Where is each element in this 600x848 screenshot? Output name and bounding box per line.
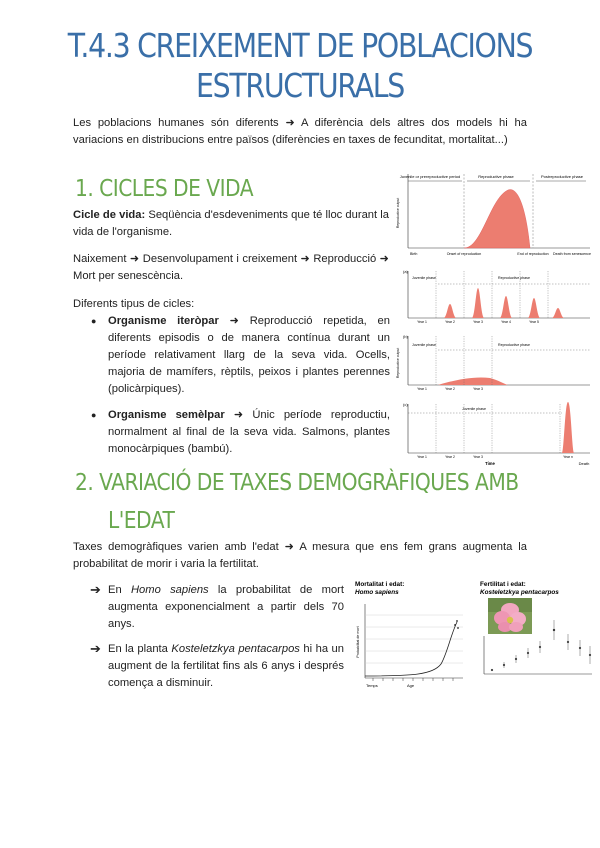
onset-label: Onset of reproduction (446, 252, 482, 256)
fertility-item (108, 641, 344, 692)
panel-c-death: Death (578, 461, 590, 466)
senescence-label: Death from senescence (553, 252, 591, 256)
mortality-title: Mortalitat i edat: (355, 581, 405, 588)
panel-a-juvenile: Juvenile phase (412, 276, 436, 280)
mortality-point (456, 620, 458, 622)
panel-b-continuous-output (438, 377, 508, 385)
fertility-point (527, 652, 529, 654)
iteroparous-term: Organisme iteròpar (108, 315, 219, 327)
iteroparous-item (108, 313, 390, 398)
mortality-xlabel-start: Temps (366, 683, 378, 688)
panel-a-tag: (a) (403, 269, 408, 274)
panel-b-year: Year 3 (473, 387, 483, 391)
fertility-title: Fertilitat i edat: (480, 581, 526, 588)
bullet-dot: ● (91, 410, 97, 420)
panel-a-year: Year 3 (473, 320, 483, 324)
panel-a-peak-2 (472, 288, 484, 318)
iteroparous-panel-b (396, 334, 590, 391)
semelparous-def: ➜ Únic període reproductiu, normalment al final de la seva vida. Salmons, plantes monocàrpiques (bambú). (108, 409, 390, 455)
b2-species: Kosteletzkya pentacarpos (171, 643, 300, 655)
life-stages: Naixement ➜ Desenvolupament i creixement ➜ Reproducció ➜ Mort per senescència. (73, 253, 389, 282)
flower-photo (488, 598, 532, 634)
section2-heading-line1: 2. VARIACIÓ DE TAXES DEMOGRÀFIQUES AMB (75, 470, 519, 496)
mortality-ylabel: Probabilitat de mort (356, 626, 360, 658)
page-title-line1: T.4.3 CREIXEMENT DE POBLACIONS (67, 26, 533, 65)
life-cycle-top-panel (396, 174, 591, 256)
mortality-species: Homo sapiens (355, 589, 399, 596)
panel-c-year: Year 2 (445, 455, 455, 459)
section2-intro: Taxes demogràfiques varien amb l'edat ➜ A mesura que ens fem grans augmenta la probabilitat de morir i varia la fertilitat. (73, 541, 527, 570)
fertility-point (515, 658, 517, 660)
b2-post: hi ha un augment de la fertilitat fins als 6 anys i després comença a disminuir. (108, 643, 345, 689)
semelparous-term: Organisme semèlpar (108, 409, 225, 421)
fertility-point (553, 629, 555, 631)
semelparous-item (108, 407, 390, 458)
panel-a-peak-3 (500, 296, 512, 318)
mortality-xlabel: Age (407, 683, 415, 688)
panel-b-reproductive: Reproductive phase (498, 343, 530, 347)
fertility-point (539, 646, 541, 648)
top-ylabel: Reproductive output (396, 197, 400, 229)
flower-center (507, 617, 513, 623)
panel-b-juvenile: Juvenile phase (412, 343, 436, 347)
panel-a-year: Year 2 (445, 320, 455, 324)
fertility-species: Kosteletzkya pentacarpos (480, 589, 559, 596)
mortality-curve (365, 622, 457, 676)
cycle-term: Cicle de vida: (73, 209, 146, 221)
fertility-point (567, 641, 569, 643)
panel-c-xlabel: Time (485, 461, 495, 466)
bullet-dot: ● (91, 316, 97, 326)
b1-post: la probabilitat de mort augmenta exponencialment a partir dels 70 anys. (108, 584, 345, 630)
b2-pre: En la planta (108, 643, 172, 655)
panel-a-peak-1 (444, 304, 456, 318)
mortality-item (108, 582, 344, 633)
b1-pre: En (108, 584, 131, 596)
panel-c-juvenile: Juvenile phase (462, 407, 486, 411)
arrow-bullet-icon: ➔ (90, 641, 101, 656)
section2-heading-line2: L'EDAT (108, 508, 175, 534)
fertility-point (589, 654, 591, 656)
birth-label: Birth (410, 252, 418, 256)
semelparous-panel-c (403, 402, 590, 466)
panel-b-tag: (b) (403, 334, 408, 339)
postreproductive-label: Postreproductive phase (540, 174, 584, 179)
panel-c-year: Year 3 (473, 455, 483, 459)
life-cycle-figure (394, 168, 600, 470)
iteroparous-def: ➜ Reproducció repetida, en diferents episodis o de manera contínua durant un període relativament llarg de la seva vida. Ocells, majoria de mamífers, rèptils, peixos i plantes perennes (policàrpiques). (108, 315, 390, 395)
mortality-chart (351, 578, 469, 690)
reproductive-output-curve (464, 190, 530, 248)
intro-paragraph: Les poblacions humanes són diferents ➜ A diferència dels altres dos models hi ha variacions en distribucions entre països (diferències en taxes de fecunditat, mortalitat...) (73, 117, 527, 146)
panel-b-year: Year 2 (445, 387, 455, 391)
panel-c-year: Year 1 (417, 455, 427, 459)
panel-b-year: Year 1 (417, 387, 427, 391)
panel-a-year: Year 5 (529, 320, 539, 324)
panel-a-peak-5 (552, 308, 564, 318)
cycle-definition (73, 207, 389, 241)
panel-c-year: Year n (563, 455, 573, 459)
reproductive-phase-label: Reproductive phase (478, 174, 514, 179)
arrow-bullet-icon: ➔ (90, 582, 101, 597)
panel-a-year: Year 4 (501, 320, 511, 324)
panel-b-ylabel: Reproductive output (396, 347, 400, 379)
panel-a-year: Year 1 (417, 320, 427, 324)
mortality-point (457, 627, 459, 629)
cycle-def-text: Seqüència d'esdeveniments que té lloc durant la vida de l'organisme. (73, 209, 389, 238)
b1-species: Homo sapiens (130, 584, 209, 596)
fertility-point (503, 664, 505, 666)
fertility-point (491, 669, 493, 671)
flower-petal (509, 622, 523, 632)
page-title-line2: ESTRUCTURALS (195, 66, 405, 105)
end-label: End of reproduction (517, 252, 549, 256)
panel-c-tag: (c) (403, 402, 408, 407)
panel-a-peak-4 (528, 298, 540, 318)
types-intro: Diferents tipus de cicles: (73, 298, 195, 310)
iteroparous-panel-a (403, 269, 590, 324)
fertility-point (579, 647, 581, 649)
juvenile-period-label: Juvenile or prereproductive period (399, 174, 461, 179)
panel-a-reproductive: Reproductive phase (498, 276, 530, 280)
fertility-chart (478, 578, 596, 682)
panel-c-single-peak (562, 402, 574, 453)
mortality-point (454, 624, 456, 626)
section1-heading: 1. CICLES DE VIDA (75, 176, 254, 202)
